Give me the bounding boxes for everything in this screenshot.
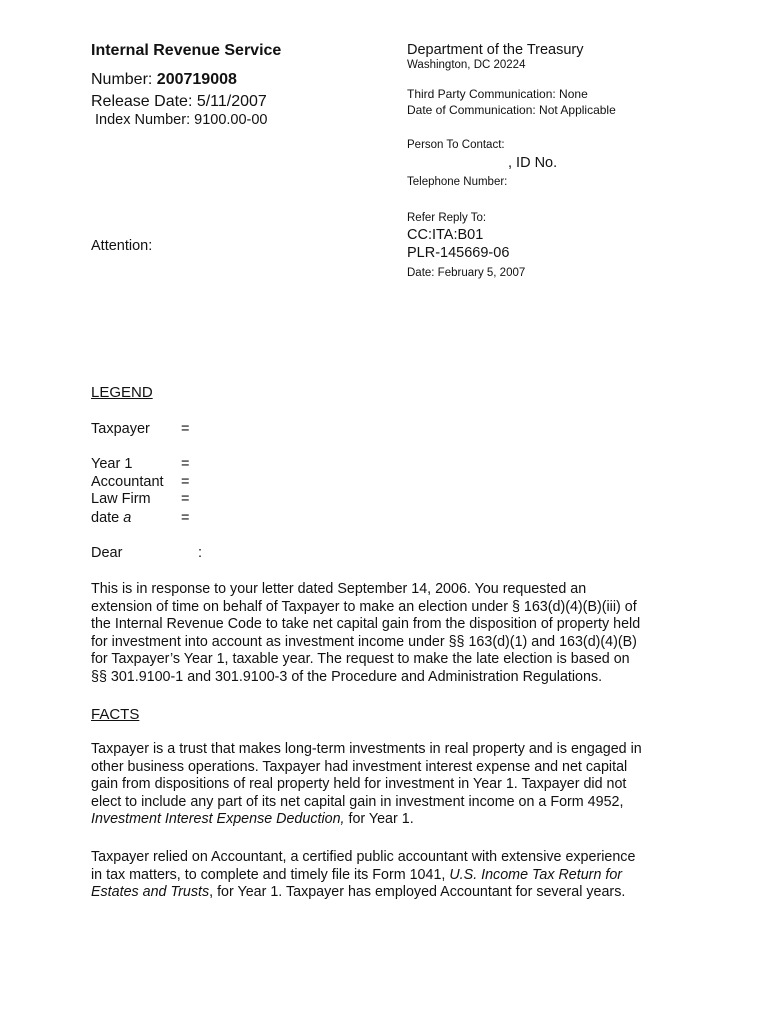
person-to-contact: Person To Contact: (407, 139, 505, 151)
legend-equals: = (181, 510, 190, 526)
form-title-italic: U.S. Income Tax Return for (449, 866, 623, 883)
legend-row-accountant (91, 474, 189, 490)
line-tail: , for Year 1. Taxpayer has employed Accountant for several years. (209, 884, 626, 901)
paragraph-line: elect to include any part of its net capital gain in investment income on a Form 4952, (91, 793, 624, 810)
legend-term-italic: a (123, 510, 132, 526)
facts-paragraph-1 (91, 741, 681, 829)
letter-date: Date: February 5, 2007 (407, 267, 526, 279)
line-tail: for Year 1. (344, 811, 414, 828)
paragraph-line: the Internal Revenue Code to take net capital gain from the disposition of property held (91, 616, 641, 633)
legend-row-date-a (91, 510, 189, 526)
date-of-communication: Date of Communication: Not Applicable (407, 103, 616, 117)
agency-name: Internal Revenue Service (91, 42, 282, 59)
legend-term: Law Firm (91, 491, 151, 507)
paragraph-line: This is in response to your letter dated September 14, 2006. You requested an (91, 581, 587, 597)
paragraph-line (91, 884, 681, 902)
third-party-communication: Third Party Communication: None (407, 87, 588, 101)
legend-row-law-firm (91, 491, 189, 507)
number-value: 200719008 (156, 71, 237, 88)
legend-term-plain: date (91, 510, 124, 526)
department-city: Washington, DC 20224 (407, 59, 526, 71)
line-head: in tax matters, to complete and timely file its Form 1041, (91, 866, 450, 883)
paragraph-line: for Taxpayer’s Year 1, taxable year. The request to make the late election is based on (91, 651, 630, 668)
legend-equals: = (181, 456, 190, 472)
paragraph-line: gain from dispositions of real property held for investment in Year 1. Taxpayer did not (91, 776, 627, 793)
number-label: Number: (91, 71, 157, 88)
legend-row-year-1 (91, 456, 189, 472)
salutation-dear: Dear (91, 545, 123, 561)
attention-line: Attention: (91, 238, 153, 254)
paragraph-line: Taxpayer relied on Accountant, a certified public accountant with extensive experience (91, 849, 636, 865)
paragraph-line: Taxpayer is a trust that makes long-term investments in real property and is engaged in (91, 741, 642, 757)
paragraph-line: extension of time on behalf of Taxpayer to make an election under § 163(d)(4)(B)(iii) of (91, 598, 637, 615)
legend-term (91, 510, 181, 526)
facts-heading: FACTS (91, 706, 140, 723)
intro-paragraph (91, 581, 681, 687)
legend-equals: = (181, 474, 190, 490)
paragraph-line (91, 811, 681, 829)
legend-equals: = (181, 491, 190, 507)
paragraph-line: for investment into account as investment income under §§ 163(d)(1) and 163(d)(4)(B) (91, 633, 637, 650)
telephone-number: Telephone Number: (407, 176, 508, 188)
paragraph-line: §§ 301.9100-1 and 301.9100-3 of the Procedure and Administration Regulations. (91, 668, 603, 685)
refer-reply-to: Refer Reply To: (407, 212, 487, 224)
id-number: , ID No. (508, 155, 558, 171)
department-name: Department of the Treasury (407, 42, 584, 58)
facts-paragraph-2 (91, 849, 681, 902)
paragraph-line (91, 867, 681, 885)
legend-row-taxpayer (91, 421, 189, 437)
legend-term: Year 1 (91, 456, 133, 472)
legend-term: Accountant (91, 474, 164, 490)
legend-equals: = (181, 421, 190, 437)
plr-code: PLR-145669-06 (407, 245, 510, 261)
letter-number (91, 71, 237, 89)
form-title-italic: Investment Interest Expense Deduction, (91, 811, 345, 828)
paragraph-line: other business operations. Taxpayer had investment interest expense and net capital (91, 758, 628, 775)
index-number: Index Number: 9100.00-00 (95, 112, 268, 128)
legend-term: Taxpayer (91, 421, 150, 437)
legend-heading: LEGEND (91, 384, 153, 401)
form-title-italic: Estates and Trusts (91, 884, 210, 901)
salutation-colon: : (198, 545, 203, 561)
release-date: Release Date: 5/11/2007 (91, 93, 267, 110)
cc-code: CC:ITA:B01 (407, 227, 484, 243)
